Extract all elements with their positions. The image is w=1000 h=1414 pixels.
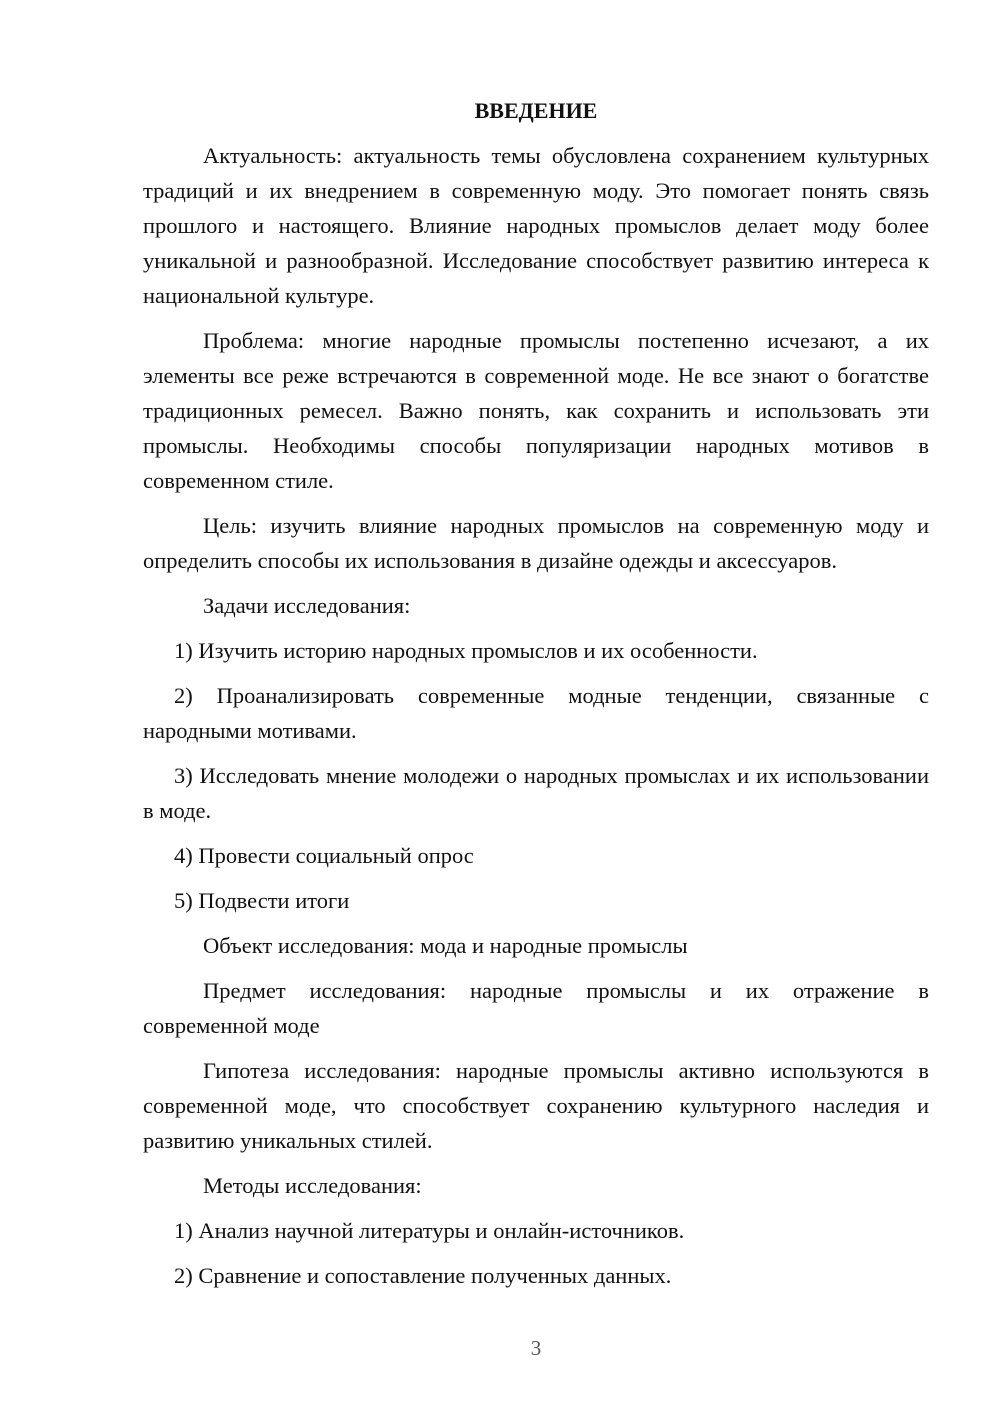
hypothesis-paragraph: Гипотеза исследования: народные промыслы активно используются в современной моде, что способствует сохранению культурного наследия и развитию уникальных стилей. [143,1058,929,1153]
tasks-title: Задачи исследования: [203,593,411,618]
subject-paragraph: Предмет исследования: народные промыслы и их отражение в современной моде [143,978,929,1038]
goal-paragraph: Цель: изучить влияние народных промыслов на современную моду и определить способы их использования в дизайне одежды и аксессуаров. [143,513,929,573]
object-paragraph: Объект исследования: мода и народные промыслы [203,933,688,958]
method-item: 1) Анализ научной литературы и онлайн-источников. [174,1218,685,1243]
task-item: 1) Изучить историю народных промыслов и их особенности. [174,638,758,663]
task-item: 4) Провести социальный опрос [174,843,474,868]
relevance-paragraph: Актуальность: актуальность темы обусловлена сохранением культурных традиций и их внедрением в современную моду. Это помогает понять связь прошлого и настоящего. Влияние народных промыслов делает моду более уникальной и разнообразной. Исследование способствует развитию интереса к национальной культуре. [143,143,929,308]
page-number: 3 [530,1336,542,1360]
methods-title: Методы исследования: [203,1173,422,1198]
task-item: 3) Исследовать мнение молодежи о народных промыслах и их использовании в моде. [143,763,929,823]
page-title: ВВЕДЕНИЕ [474,98,598,123]
method-item: 2) Сравнение и сопоставление полученных данных. [174,1263,672,1288]
page-content [143,96,929,1303]
problem-paragraph: Проблема: многие народные промыслы постепенно исчезают, а их элементы все реже встречаются в современной моде. Не все знают о богатстве традиционных ремесел. Важно понять, как сохранить и использовать эти промыслы. Необходимы способы популяризации народных мотивов в современном стиле. [143,328,929,493]
task-item: 5) Подвести итоги [174,888,350,913]
task-item: 2) Проанализировать современные модные тенденции, связанные с народными мотивами. [143,683,929,743]
